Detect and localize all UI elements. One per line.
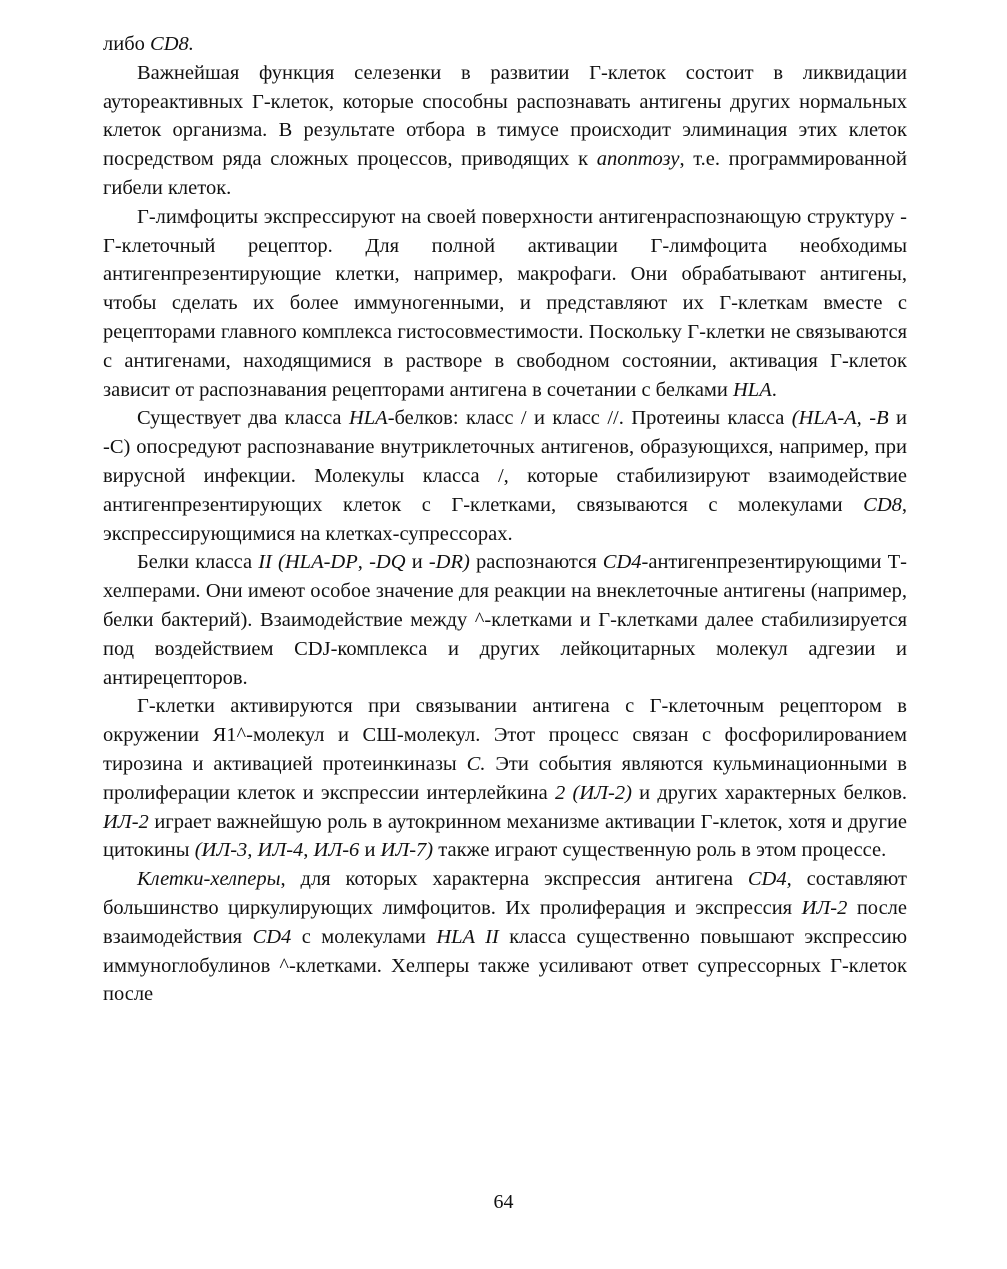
text-run: распознаются xyxy=(469,551,603,574)
italic-run: HLA II xyxy=(436,925,499,948)
text-run: Белки класса xyxy=(137,551,259,574)
document-body xyxy=(103,30,907,1009)
text-run: , xyxy=(303,839,314,862)
italic-run: CD8. xyxy=(150,33,194,55)
italic-run: -DQ xyxy=(369,551,406,574)
paragraph-1 xyxy=(103,30,907,59)
paragraph-4 xyxy=(103,404,907,548)
italic-run: HLA xyxy=(733,378,772,401)
text-run: -антигенпрезентирующими Т-хелперами. Они имеют особое значение для реакции на внеклеточные антигены (например, белки бактерий). Взаимодействие между ^-клетками и Г-клетками далее стабилизируется под воздействием CDJ-комплекса и других лейкоцитарных молекул адгезии и антирецепторов. xyxy=(103,551,907,689)
text-run: после взаимодействия xyxy=(103,896,907,948)
text-run: с молекулами xyxy=(291,925,437,948)
text-run: класса существенно повышают экспрессию иммуноглобулинов ^-клетками. Хелперы также усиливают ответ супрессорных Г-клеток после xyxy=(103,925,908,1006)
italic-run: Клетки-хелперы xyxy=(137,868,281,891)
page-number: 64 xyxy=(493,1191,514,1213)
text-run: также играют существенную роль в этом процессе. xyxy=(433,839,887,862)
italic-run: (HLA-A, -B xyxy=(791,407,889,430)
text-run: Важнейшая функция селезенки в развитии Г-клеток состоит в ликвидации аутореактивных Г-клеток, которые способны распознавать антигены других нормальных клеток организма. В результате отбора в тимусе происходит элиминация этих клеток посредством ряда сложных процессов, приводящих к xyxy=(103,61,907,171)
italic-run: CD4 xyxy=(252,925,292,948)
text-run: и xyxy=(405,551,429,574)
text-run: Г-лимфоциты экспрессируют на своей поверхности антигенраспознающую структуру - Г-клеточный рецептор. Для полной активации Г-лимфоцита необходимы антигенпрезентирующие клетки, например, макрофаги. Они обрабатывают антигены, чтобы сделать их более иммуногенными, и представляют их Г-клеткам вместе с рецепторами главного комплекса гистосовместимости. Поскольку Г-клетки не связываются с антигенами, находящимися в растворе в свободном состоянии, активация Г-клеток зависит от распознавания рецепторами антигена в сочетании с белками xyxy=(103,205,907,401)
text-run: и xyxy=(359,839,381,862)
paragraph-3 xyxy=(103,203,907,405)
text-run: Эти события являются кульминационными в пролиферации клеток и экспрессии интерлейкина xyxy=(103,752,907,804)
text-run: -белков: класс / и класс //. Протеины класса xyxy=(387,407,792,430)
text-run: Г-клетки активируются при связывании антигена с Г-клеточным рецептором в окружении Я1^-молекул и СШ-молекул. Этот процесс связан с фосфорилированием тирозина и активацией протеинкиназы xyxy=(103,695,907,775)
italic-run: апоптозу xyxy=(596,148,680,171)
italic-run: ИЛ-6 xyxy=(313,839,360,862)
text-run: , для которых характерна экспрессия антигена xyxy=(280,868,748,891)
text-run: играет важнейшую роль в аутокринном механизме активации Г-клеток, хотя и другие цитокины xyxy=(103,810,907,862)
italic-run: CD4 xyxy=(602,551,642,574)
text-run: либо xyxy=(103,33,151,55)
paragraph-7 xyxy=(103,865,907,1009)
italic-run: ИЛ-2 xyxy=(801,896,848,919)
italic-run: (ИЛ-3, ИЛ-4 xyxy=(194,839,304,862)
text-run: и -С) опосредуют распознавание внутриклеточных антигенов, образующихся, например, при вирусной инфекции. Молекулы класса /, которые стабилизируют взаимодействие антигенпрезентирующих клеток с Г-клетками, связываются с молекулами xyxy=(103,407,907,516)
text-run: . xyxy=(771,378,777,401)
paragraph-6 xyxy=(103,692,907,865)
text-run: составляют большинство циркулирующих лимфоцитов. Их пролиферация и экспрессия xyxy=(103,868,907,919)
italic-run: CD8 xyxy=(863,493,902,516)
paragraph-5 xyxy=(103,548,907,692)
text-run: , экспрессирующимися на клетках-супрессорах. xyxy=(103,493,907,545)
italic-run: ИЛ-7) xyxy=(380,839,434,862)
italic-run: 2 (ИЛ-2) xyxy=(555,781,632,804)
italic-run: С. xyxy=(466,752,486,775)
italic-run: HLA xyxy=(348,407,388,430)
italic-run: CD4, xyxy=(747,868,792,891)
italic-run: -DR) xyxy=(428,551,470,574)
italic-run: II (HLA-DP xyxy=(258,551,358,574)
italic-run: ИЛ-2 xyxy=(103,810,149,833)
text-run: и других характерных белков. xyxy=(631,781,908,804)
paragraph-2 xyxy=(103,59,907,203)
text-run: , т.е. программированной гибели клеток. xyxy=(103,148,907,199)
text-run: Существует два класса xyxy=(137,407,349,430)
text-run: , xyxy=(357,551,370,574)
